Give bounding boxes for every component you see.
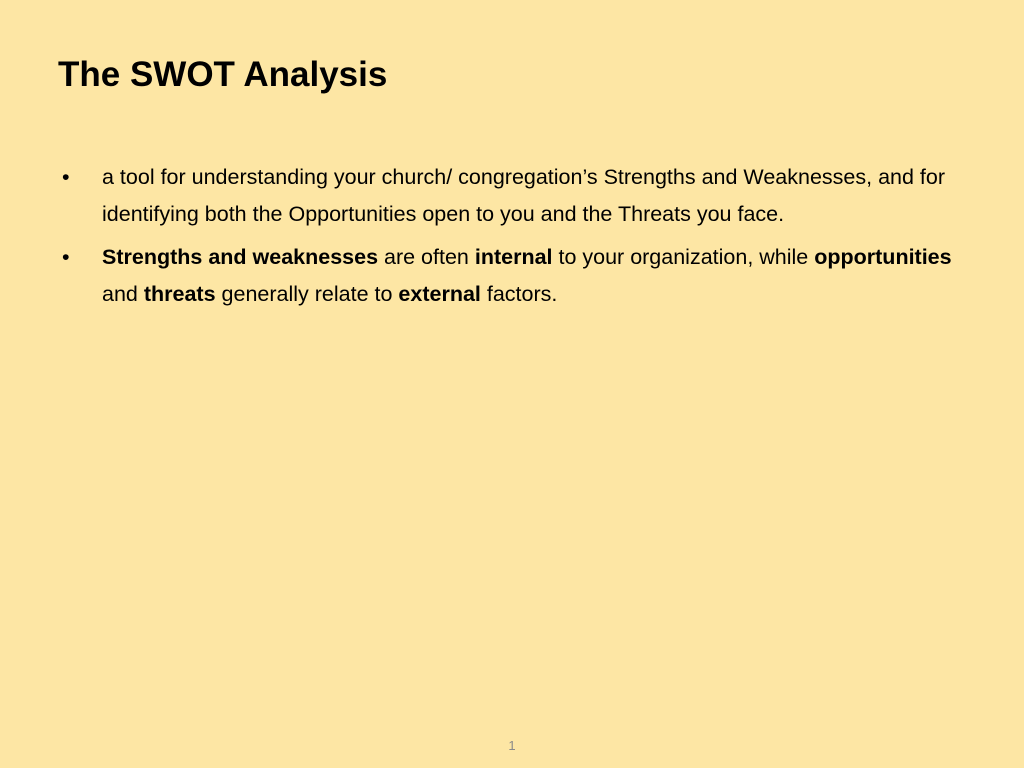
bullet-item-tool-definition [58,159,968,233]
bullet-list [58,159,968,319]
bold-term-opportunities: opportunities [814,245,952,269]
bold-term-strengths-weaknesses: Strengths and weaknesses [102,245,379,269]
bullet-text-segment: are often [378,245,475,269]
bullet-icon: • [62,245,70,269]
bullet-text-segment: factors. [480,282,558,306]
bullet-text-segment: to your organization, while [552,245,815,269]
bullet-item-internal-external [58,239,968,313]
slide-title: The SWOT Analysis [58,55,388,94]
page-number: 1 [508,738,516,753]
bullet-icon: • [62,165,70,189]
bullet-text-segment: generally relate to [215,282,399,306]
bold-term-threats: threats [143,282,216,306]
bullet-text: a tool for understanding your church/ congregation’s Strengths and Weaknesses, and for identifying both the Opportunities open to you and the Threats you face. [102,165,946,226]
bullet-text [102,245,952,306]
bullet-text-segment: and [102,282,144,306]
bold-term-internal: internal [474,245,553,269]
bold-term-external: external [398,282,481,306]
